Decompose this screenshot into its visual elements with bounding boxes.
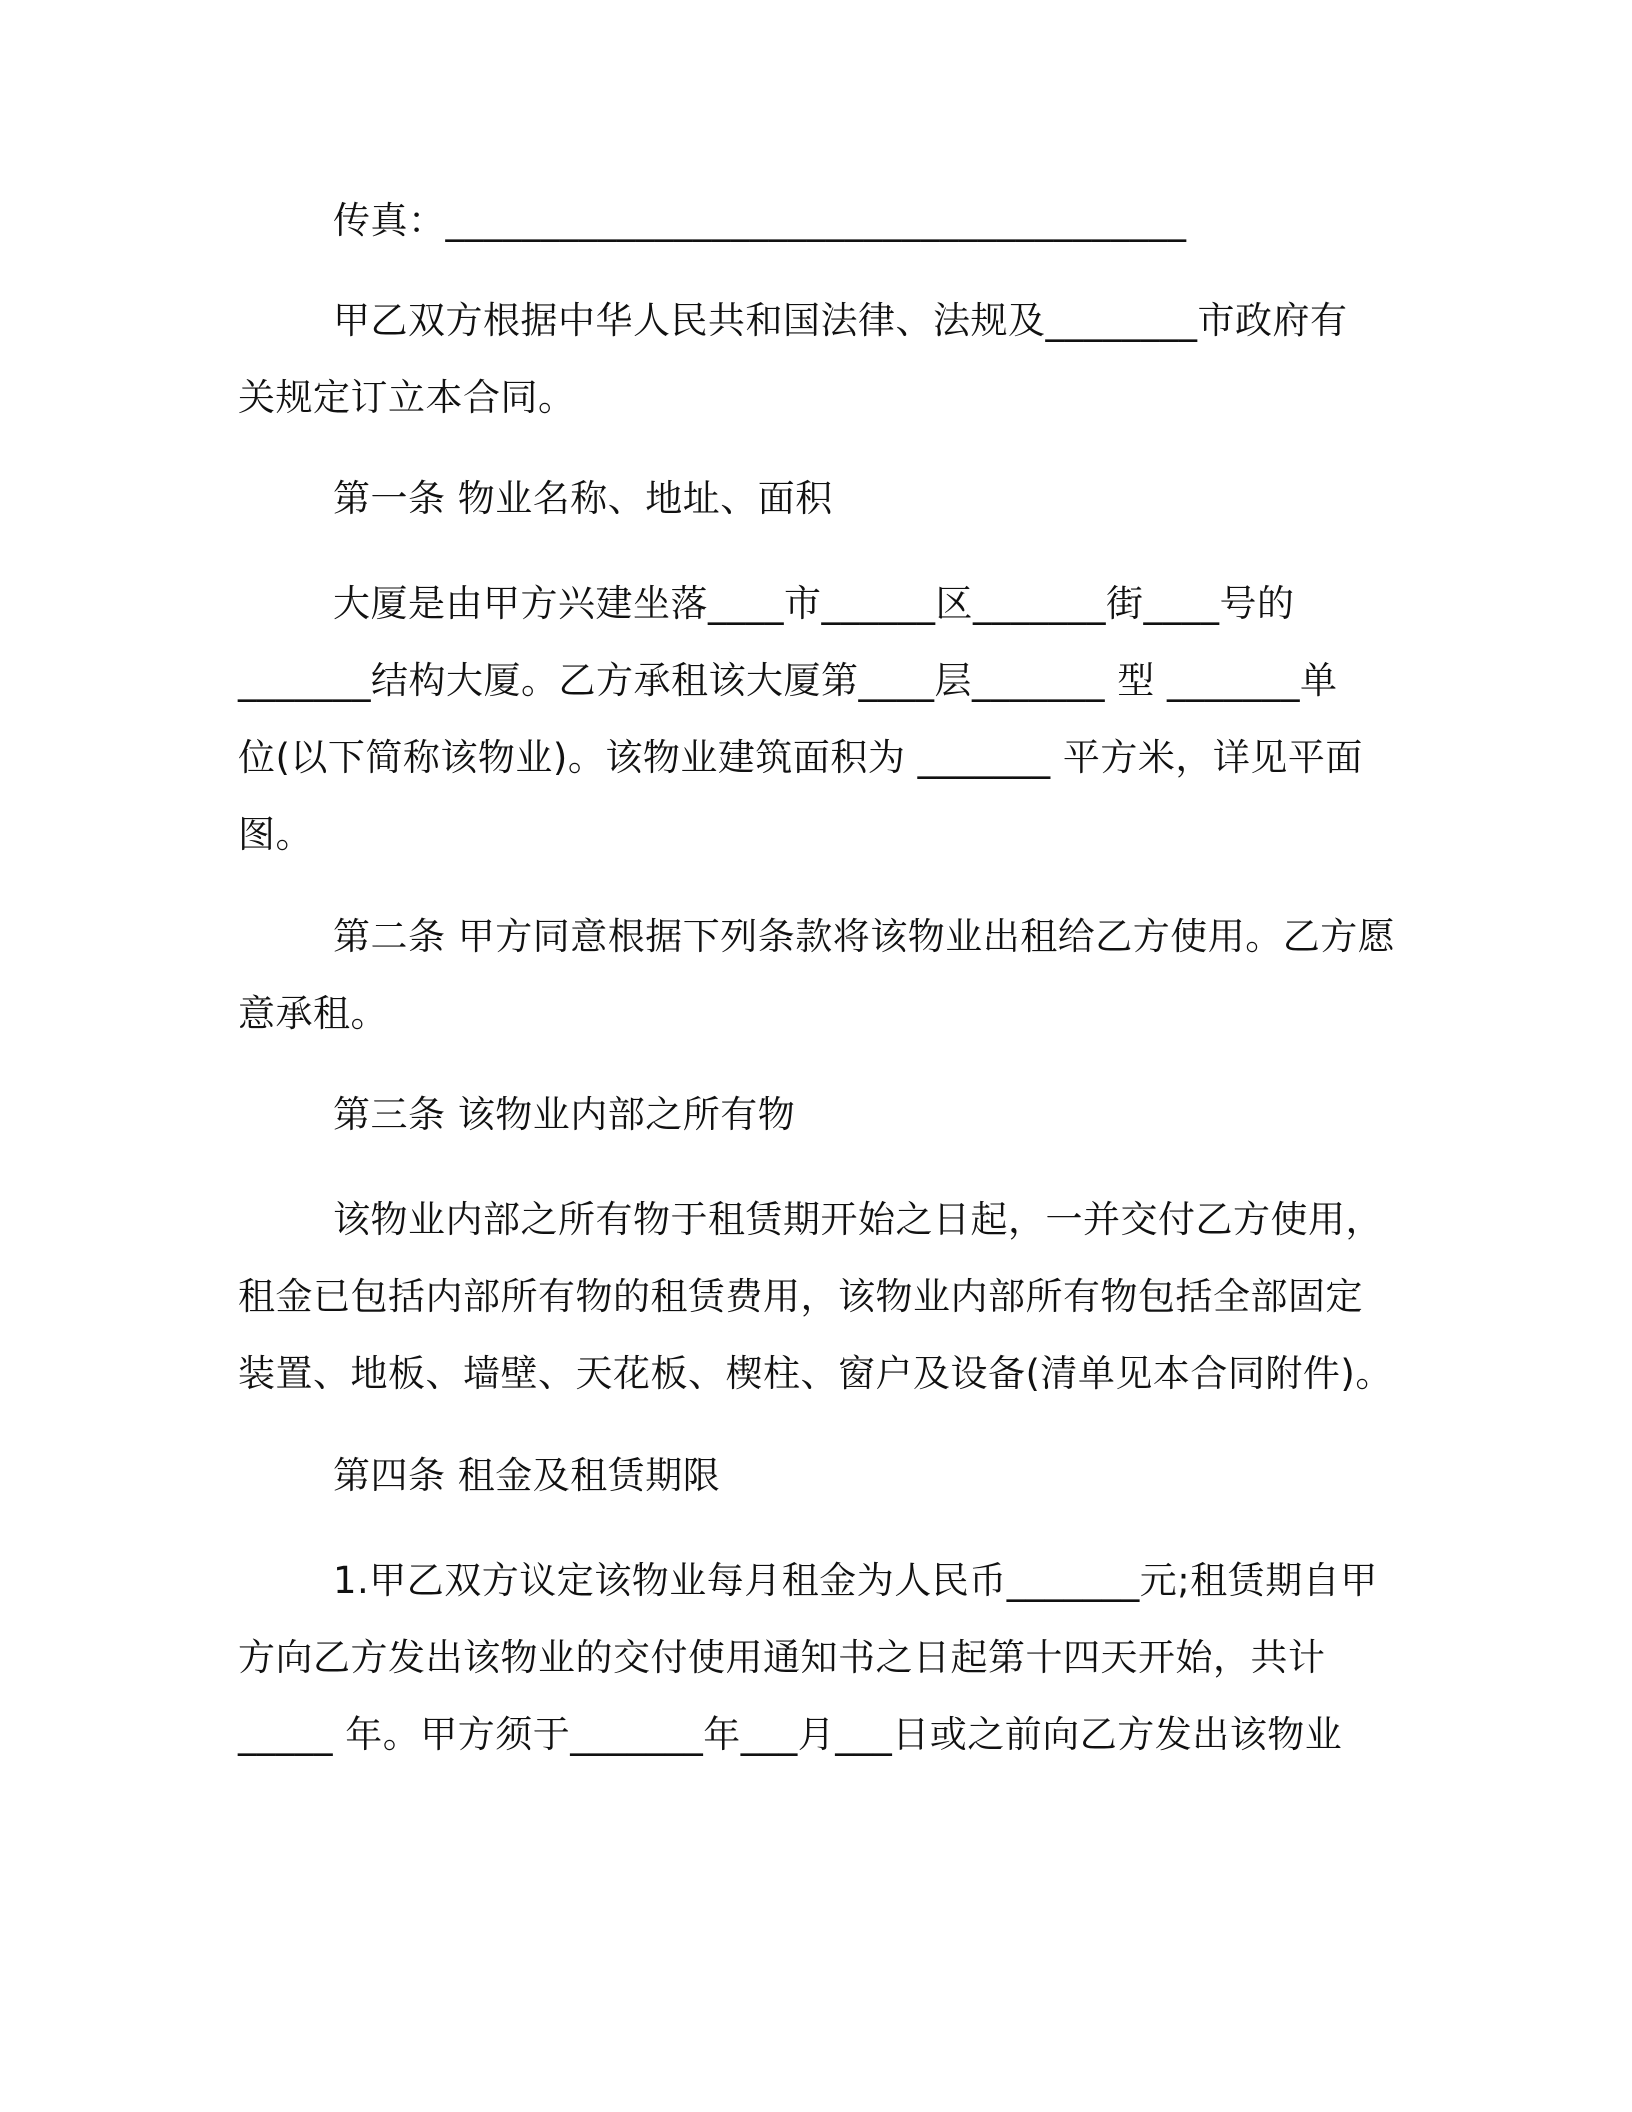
article-1-heading: 第一条 物业名称、地址、面积 bbox=[333, 477, 833, 520]
article-1-line-2: _______结构大厦。乙方承租该大厦第____层_______ 型 _______单 bbox=[238, 659, 1338, 702]
article-3-line-2: 租金已包括内部所有物的租赁费用，该物业内部所有物包括全部固定 bbox=[238, 1275, 1363, 1318]
fax-line: 传真：_______________________________________ bbox=[333, 199, 1187, 242]
article-1-line-3: 位(以下简称该物业)。该物业建筑面积为 _______ 平方米，详见平面 bbox=[238, 736, 1363, 779]
article-4-line-2: 方向乙方发出该物业的交付使用通知书之日起第十四天开始，共计 bbox=[238, 1636, 1326, 1679]
article-1-line-1: 大厦是由甲方兴建坐落____市______区_______街____号的 bbox=[333, 582, 1295, 625]
article-1-line-4: 图。 bbox=[238, 813, 313, 856]
preamble-line-1: 甲乙双方根据中华人民共和国法律、法规及________市政府有 bbox=[333, 299, 1348, 342]
article-3-line-3: 装置、地板、墙壁、天花板、楔柱、窗户及设备(清单见本合同附件)。 bbox=[238, 1352, 1393, 1395]
article-4-heading: 第四条 租金及租赁期限 bbox=[333, 1454, 721, 1497]
article-2-line-1: 第二条 甲方同意根据下列条款将该物业出租给乙方使用。乙方愿 bbox=[333, 915, 1396, 958]
article-3-line-1: 该物业内部之所有物于租赁期开始之日起，一并交付乙方使用， bbox=[333, 1198, 1383, 1241]
preamble-line-2: 关规定订立本合同。 bbox=[238, 376, 576, 419]
article-4-line-3: _____ 年。甲方须于_______年___月___日或之前向乙方发出该物业 bbox=[238, 1713, 1343, 1756]
article-3-heading: 第三条 该物业内部之所有物 bbox=[333, 1093, 796, 1136]
article-4-line-1: 1.甲乙双方议定该物业每月租金为人民币_______元;租赁期自甲 bbox=[333, 1559, 1378, 1602]
article-2-line-2: 意承租。 bbox=[238, 992, 388, 1035]
